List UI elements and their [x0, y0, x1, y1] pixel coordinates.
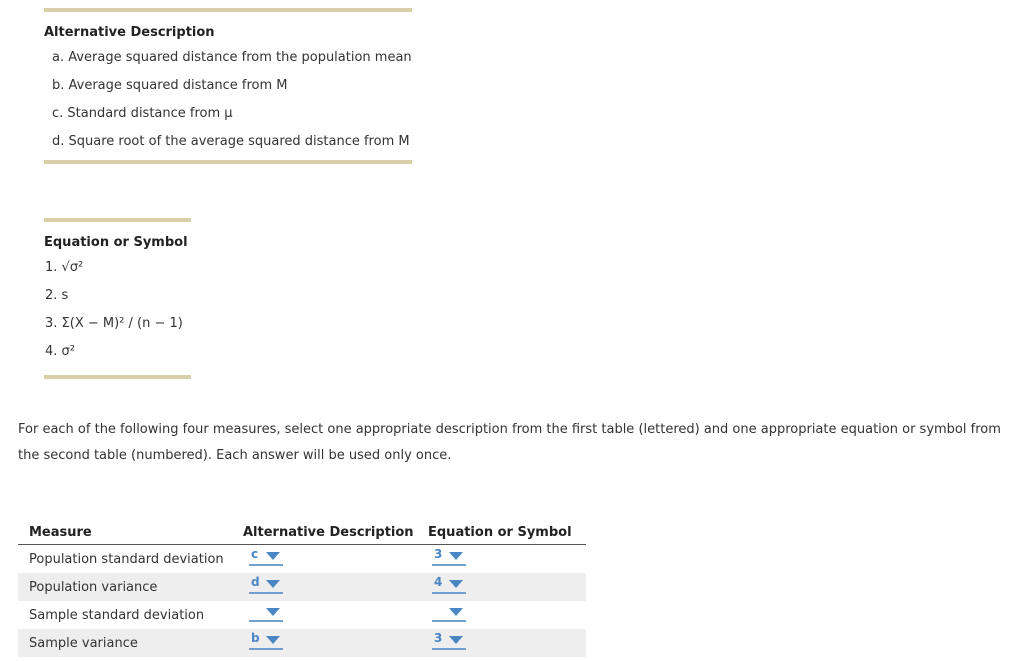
measure-answer-table: [18, 520, 586, 657]
symbol-selected-value: 3: [434, 631, 443, 645]
description-dropdown[interactable]: [249, 548, 283, 566]
symbol-dropdown[interactable]: [432, 548, 466, 566]
symbol-dropdown[interactable]: [432, 604, 466, 622]
equation-item-3: 3. Σ(X − M)² / (n − 1): [45, 316, 183, 331]
description-item-a: a. Average squared distance from the population mean: [52, 50, 412, 65]
chevron-down-icon: [266, 552, 280, 560]
header-row: [18, 520, 586, 545]
chevron-down-icon: [449, 580, 463, 588]
chevron-down-icon: [266, 580, 280, 588]
chevron-down-icon: [449, 552, 463, 560]
chevron-down-icon: [266, 636, 280, 644]
table-top-rule: [44, 8, 412, 12]
description-item-b: b. Average squared distance from M: [52, 78, 288, 93]
equation-item-1: 1. √σ²: [45, 260, 84, 275]
description-selected-value: d: [251, 575, 260, 589]
alternative-description-table: [44, 8, 412, 164]
table-bottom-rule: [44, 160, 412, 164]
chevron-down-icon: [449, 636, 463, 644]
table-bottom-rule: [44, 375, 191, 379]
table-row: [18, 601, 586, 629]
symbol-dropdown[interactable]: [432, 632, 466, 650]
symbol-selected-value: 3: [434, 547, 443, 561]
table-row: [18, 629, 586, 657]
alternative-description-header: Alternative Description: [44, 25, 215, 40]
description-dropdown[interactable]: [249, 576, 283, 594]
equation-symbol-table: [44, 218, 191, 379]
chevron-down-icon: [266, 608, 280, 616]
table-top-rule: [44, 218, 191, 222]
measure-column-header: Measure: [18, 520, 243, 545]
measure-name: Sample variance: [18, 629, 243, 657]
table-row: [18, 545, 586, 574]
symbol-selected-value: 4: [434, 575, 443, 589]
chevron-down-icon: [449, 608, 463, 616]
description-selected-value: c: [251, 547, 259, 561]
description-dropdown[interactable]: [249, 604, 283, 622]
measure-name: Sample standard deviation: [29, 607, 205, 623]
symbol-column-header: Equation or Symbol: [428, 520, 586, 545]
equation-symbol-header: Equation or Symbol: [44, 235, 188, 250]
description-item-c: c. Standard distance from μ: [52, 106, 233, 121]
table-row: [18, 573, 586, 601]
equation-item-2: 2. s: [45, 288, 69, 303]
description-column-header: Alternative Description: [243, 520, 428, 545]
instructions-text: For each of the following four measures, select one appropriate description from the first table (lettered) and one appropriate equation or symbol from the second table (numbered). Each answer will be used only once.: [18, 422, 1001, 463]
symbol-dropdown[interactable]: [432, 576, 466, 594]
description-item-d: d. Square root of the average squared distance from M: [52, 134, 410, 149]
measure-name: Population standard deviation: [29, 551, 224, 567]
equation-item-4: 4. σ²: [45, 344, 75, 359]
measure-name: Population variance: [18, 573, 243, 601]
description-selected-value: b: [251, 631, 260, 645]
description-dropdown[interactable]: [249, 632, 283, 650]
